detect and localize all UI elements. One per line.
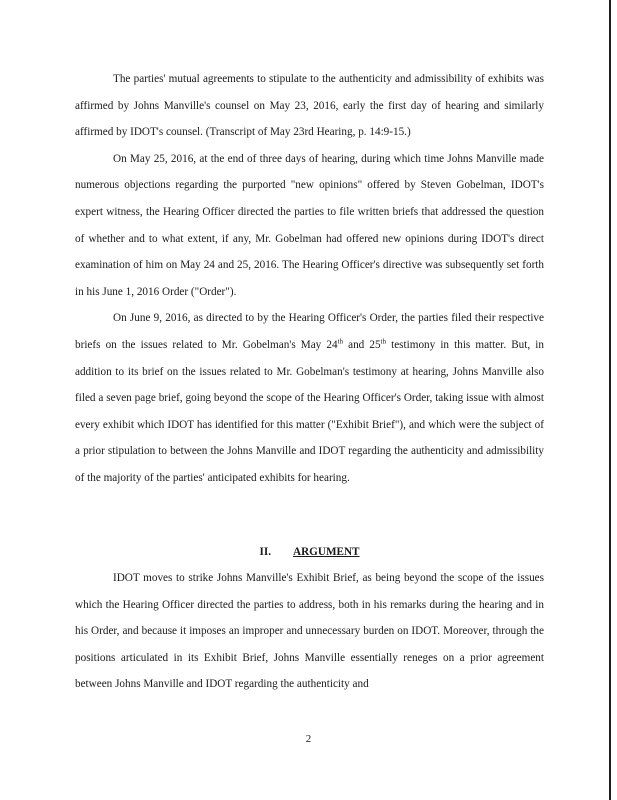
page-edge-rule <box>609 0 611 800</box>
section-heading-argument <box>75 539 544 566</box>
section-title: ARGUMENT <box>293 546 360 558</box>
paragraph-exhibit-brief-text-end: testimony in this matter. But, in addition to its brief on the issues related to Mr. Gobelman's testimony at hearing, Johns Manville also filed a seven page brief, going beyond the scope of the Hearing Officer's Order, taking issue with almost every exhibit which IDOT has identified for this matter ("Exhibit Brief"), and which were the subject of a prior stipulation to between the Johns Manville and IDOT regarding the authenticity and admissibility of the majority of the parties' anticipated exhibits for hearing. <box>75 338 544 484</box>
background-section <box>75 66 544 492</box>
page-number: 2 <box>305 733 312 745</box>
paragraph-hearing-officer-directive: On May 25, 2016, at the end of three days of hearing, during which time Johns Manville made numerous objections regarding the purported "new opinions" offered by Steven Gobelman, IDOT's expert witness, the Hearing Officer directed the parties to file written briefs that addressed the question of whether and to what extent, if any, Mr. Gobelman had offered new opinions during IDOT's direct examination of him on May 24 and 25, 2016. The Hearing Officer's directive was subsequently set forth in his June 1, 2016 Order ("Order"). <box>75 152 544 298</box>
paragraph-stipulation-affirmed: The parties' mutual agreements to stipulate to the authenticity and admissibility of exhibits was affirmed by Johns Manville's counsel on May 23, 2016, early the first day of hearing and similarly affirmed by IDOT's counsel. (Transcript of May 23rd Hearing, p. 14:9-15.) <box>75 73 544 139</box>
ordinal-suffix-25th: th <box>380 337 386 346</box>
ordinal-suffix-24th: th <box>337 337 344 346</box>
paragraph-exhibit-brief-filing <box>75 305 544 491</box>
paragraph-motion-to-strike: IDOT moves to strike Johns Manville's Exhibit Brief, as being beyond the scope of the issues which the Hearing Officer directed the parties to address, both in his remarks during the hearing and in his Order, and because it imposes an improper and unnecessary burden on IDOT. Moreover, through the positions articulated in its Exhibit Brief, Johns Manville essentially reneges on a prior agreement between Johns Manville and IDOT regarding the authenticity and <box>75 572 544 691</box>
paragraph-exhibit-brief-text-middle: and 25 <box>343 338 381 351</box>
paragraph-exhibit-brief-text-start: On June 9, 2016, as directed to by the Hearing Officer's Order, the parties filed their respective briefs on the issues related to Mr. Gobelman's May 24 <box>75 312 544 351</box>
argument-section <box>75 565 544 698</box>
section-number: II. <box>259 546 271 558</box>
